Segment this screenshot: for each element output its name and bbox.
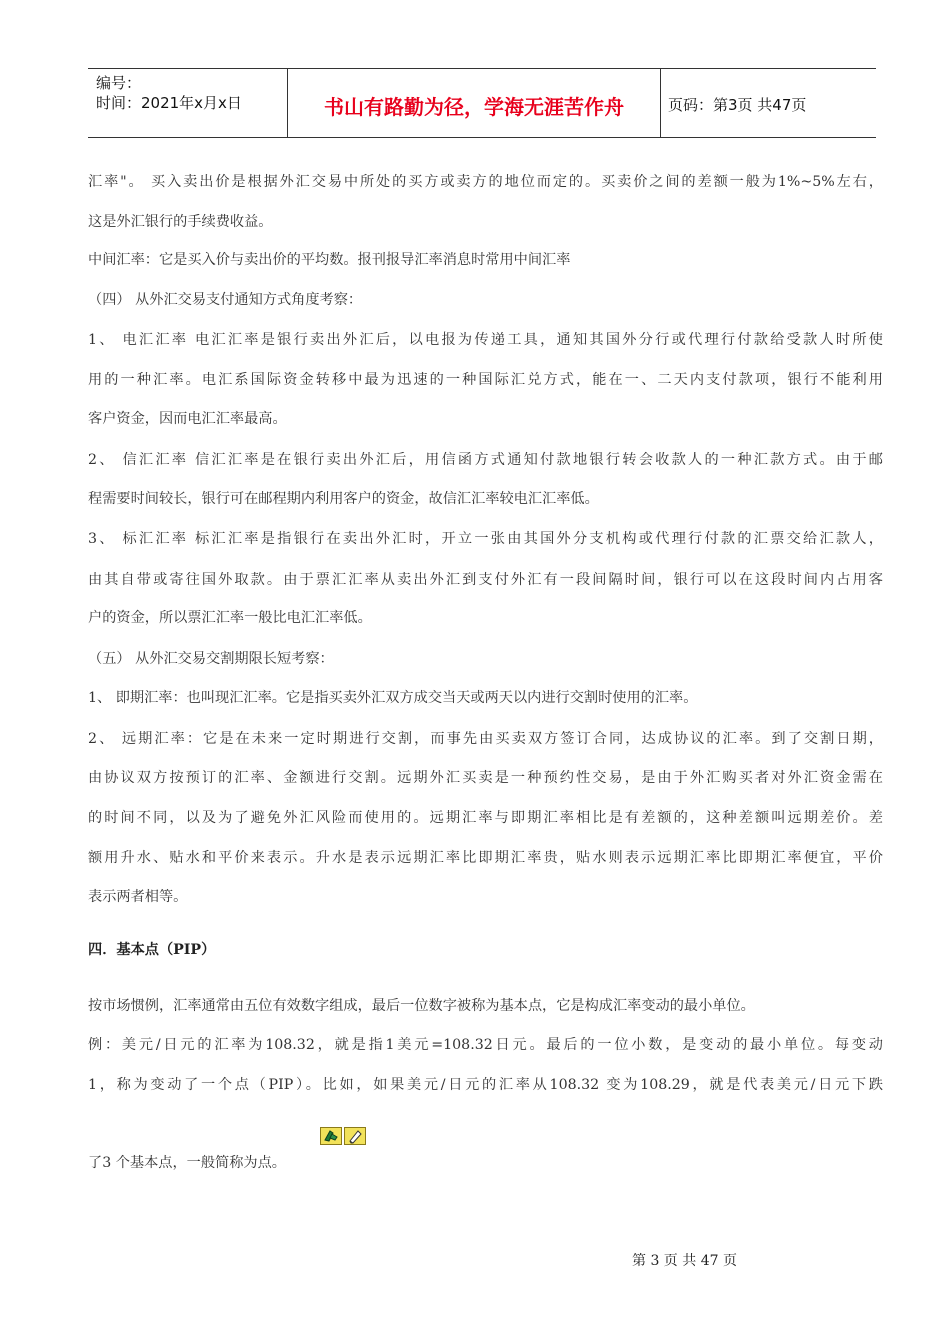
- page-info: 页码：第3页 共47页: [668, 96, 807, 114]
- page-header: [88, 68, 876, 138]
- body-line: 的时间不同，以及为了避免外汇风险而使用的。远期汇率与即期汇率相比是有差额的，这种差额叫远期差价。差: [88, 810, 883, 826]
- body-line: 2、 信汇汇率 信汇汇率是在银行卖出外汇后，用信函方式通知付款地银行转会收款人的一种汇款方式。由于邮: [88, 452, 883, 468]
- hand-icon: [320, 1127, 342, 1145]
- code-label: 编号：: [96, 74, 142, 92]
- body-line: 客户资金，因而电汇汇率最高。: [88, 411, 287, 427]
- body-line: 了3 个基本点，一般简称为点。: [88, 1155, 286, 1171]
- embedded-icons: [320, 1127, 368, 1145]
- body-line: 1、 即期汇率：也叫现汇汇率。它是指买卖外汇双方成交当天或两天以内进行交割时使用的汇率。: [88, 690, 698, 706]
- body-line: 中间汇率：它是买入价与卖出价的平均数。报刊报导汇率消息时常用中间汇率: [88, 252, 571, 268]
- header-meta-cell: [88, 69, 287, 137]
- body-line: 1，称为变动了一个点（PIP）。比如，如果美元/日元的汇率从108.32 变为108.29，就是代表美元/日元下跌: [88, 1077, 883, 1093]
- body-line: 按市场惯例，汇率通常由五位有效数字组成，最后一位数字被称为基本点，它是构成汇率变动的最小单位。: [88, 998, 755, 1014]
- header-page-cell: [660, 69, 876, 137]
- body-line: 1、 电汇汇率 电汇汇率是银行卖出外汇后，以电报为传递工具，通知其国外分行或代理行付款给受款人时所使: [88, 332, 883, 348]
- header-motto-cell: [287, 69, 661, 137]
- motto-text: 书山有路勤为径，学海无涯苦作舟: [324, 95, 624, 119]
- section-title: 四．基本点（PIP）: [88, 942, 216, 958]
- subsection-heading: （五） 从外汇交易交割期限长短考察：: [88, 651, 334, 667]
- pencil-icon: [344, 1127, 366, 1145]
- subsection-heading: （四） 从外汇交易支付通知方式角度考察：: [88, 292, 363, 308]
- body-line: 程需要时间较长，银行可在邮程期内利用客户的资金，故信汇汇率较电汇汇率低。: [88, 491, 599, 507]
- body-line: 汇率"。 买入卖出价是根据外汇交易中所处的买方或卖方的地位而定的。买卖价之间的差额一般为1%~5%左右，: [88, 174, 883, 190]
- page-footer: 第 3 页 共 47 页: [632, 1253, 737, 1269]
- body-line: 由其自带或寄往国外取款。由于票汇汇率从卖出外汇到支付外汇有一段间隔时间，银行可以在这段时间内占用客: [88, 572, 883, 588]
- body-line: 表示两者相等。: [88, 889, 188, 905]
- body-line: 2、 远期汇率：它是在未来一定时期进行交割，而事先由买卖双方签订合同，达成协议的汇率。到了交割日期，: [88, 731, 883, 747]
- body-line: 由协议双方按预订的汇率、金额进行交割。远期外汇买卖是一种预约性交易，是由于外汇购买者对外汇资金需在: [88, 770, 883, 786]
- body-line: 这是外汇银行的手续费收益。: [88, 214, 273, 230]
- body-line: 用的一种汇率。电汇系国际资金转移中最为迅速的一种国际汇兑方式，能在一、二天内支付款项，银行不能利用: [88, 372, 883, 388]
- body-line: 额用升水、贴水和平价来表示。升水是表示远期汇率比即期汇率贵，贴水则表示远期汇率比即期汇率便宜，平价: [88, 850, 883, 866]
- time-label: 时间：2021年x月x日: [96, 94, 242, 112]
- body-line: 例：美元/日元的汇率为108.32，就是指1美元=108.32日元。最后的一位小数，是变动的最小单位。每变动: [88, 1037, 883, 1053]
- body-line: 3、 标汇汇率 标汇汇率是指银行在卖出外汇时，开立一张由其国外分支机构或代理行付款的汇票交给汇款人，: [88, 531, 883, 547]
- body-line: 户的资金，所以票汇汇率一般比电汇汇率低。: [88, 610, 372, 626]
